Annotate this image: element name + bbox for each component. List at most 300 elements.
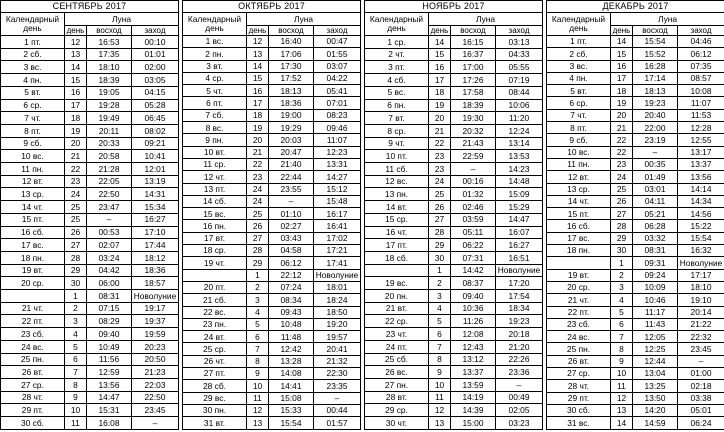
moonrise-cell: 02:07: [87, 239, 132, 252]
moonrise-cell: 19:29: [269, 122, 314, 134]
moonrise-cell: 17:35: [87, 48, 132, 61]
lunar-day-cell: 15: [247, 72, 269, 84]
moonrise-cell: 05:21: [633, 208, 678, 220]
calendar-date-cell: 18 пн.: [1, 251, 65, 264]
moonrise-cell: –: [269, 195, 314, 207]
calendar-date-cell: 28 сб.: [183, 380, 247, 392]
moonset-cell: 07:19: [496, 74, 543, 87]
lunar-day-cell: 2: [247, 281, 269, 293]
calendar-date-cell: 23 сб.: [1, 328, 65, 341]
lunar-day-cell: 18: [611, 85, 633, 97]
table-row: [183, 355, 361, 367]
lunar-day-cell: 17: [247, 97, 269, 109]
month-panel-november: [364, 0, 542, 432]
lunar-day-cell: 18: [429, 86, 451, 99]
calendar-date-cell: 21 вт.: [365, 302, 429, 315]
moonrise-cell: 07:31: [451, 251, 496, 264]
lunar-day-cell: 23: [247, 171, 269, 183]
table-row: [547, 257, 724, 269]
lunar-day-cell: 29: [429, 239, 451, 252]
lunar-day-cell: 21: [429, 124, 451, 137]
table-row: [547, 85, 724, 97]
moonset-cell: 16:41: [314, 220, 361, 232]
lunar-day-cell: 7: [429, 340, 451, 353]
calendar-date-cell: 9 сб.: [1, 137, 65, 150]
lunar-day-cell: 12: [247, 36, 269, 48]
table-row: [365, 302, 543, 315]
moonrise-cell: 20:11: [87, 124, 132, 137]
lunar-day-cell: 22: [65, 163, 87, 176]
moonset-cell: 17:10: [132, 226, 179, 239]
moonrise-cell: 02:27: [269, 220, 314, 232]
moonset-cell: 11:07: [314, 134, 361, 146]
table-row: [183, 183, 361, 195]
lunar-day-cell: 7: [65, 366, 87, 379]
table-row: [183, 171, 361, 183]
calendar-date-cell: 20 ср.: [1, 277, 65, 290]
moonset-cell: 18:12: [132, 251, 179, 264]
lunar-day-cell: 13: [611, 404, 633, 416]
lunar-day-cell: 8: [429, 353, 451, 366]
calendar-date-cell: 28 вт.: [365, 391, 429, 404]
lunar-day-cell: 6: [65, 353, 87, 366]
moonrise-cell: 11:43: [633, 318, 678, 330]
moonrise-cell: 21:28: [87, 163, 132, 176]
moon-table: [182, 0, 361, 430]
lunar-day-cell: 10: [65, 404, 87, 417]
moonset-cell: 01:55: [314, 48, 361, 60]
lunar-day-cell: 6: [611, 318, 633, 330]
moonset-cell: 16:27: [132, 213, 179, 226]
table-row: [1, 417, 179, 430]
table-row: [1, 124, 179, 137]
calendar-date-cell: 4 пн.: [547, 72, 611, 84]
moonrise-cell: 01:49: [633, 171, 678, 183]
moonset-cell: 21:32: [314, 355, 361, 367]
moonset-cell: 14:31: [132, 188, 179, 201]
table-row: [547, 294, 724, 306]
lunar-day-cell: 16: [247, 85, 269, 97]
calendar-date-cell: 11 пн.: [1, 163, 65, 176]
moonrise-cell: 15:52: [633, 48, 678, 60]
calendar-date-cell: 14 чт.: [547, 195, 611, 207]
moonset-cell: 13:19: [132, 175, 179, 188]
moonset-cell: 20:14: [678, 306, 724, 318]
lunar-day-cell: 21: [611, 122, 633, 134]
moonrise-cell: 12:25: [633, 343, 678, 355]
calendar-date-cell: 13 ср.: [1, 188, 65, 201]
lunar-day-cell: 1: [611, 257, 633, 269]
table-row: [183, 134, 361, 146]
moonset-cell: 13:56: [678, 171, 724, 183]
lunar-day-cell: 23: [65, 175, 87, 188]
calendar-date-cell: 10 вс.: [547, 146, 611, 158]
moonrise-cell: 12:44: [633, 355, 678, 367]
table-row: [547, 269, 724, 281]
calendar-date-cell: 11 ср.: [183, 158, 247, 170]
calendar-date-cell: 7 чт.: [547, 109, 611, 121]
lunar-day-cell: 9: [429, 366, 451, 379]
moonrise-cell: 16:28: [633, 60, 678, 72]
calendar-date-cell: 27 пн.: [365, 378, 429, 391]
lunar-day-cell: 30: [429, 251, 451, 264]
moonrise-cell: 15:54: [633, 36, 678, 48]
lunar-day-cell: 29: [611, 232, 633, 244]
calendar-date-cell: 6 пт.: [183, 97, 247, 109]
moonset-cell: 04:33: [496, 48, 543, 61]
moonrise-cell: 18:39: [451, 99, 496, 112]
moon-header: Луна: [429, 13, 543, 26]
calendar-date-cell: 12 чт.: [183, 171, 247, 183]
moonrise-cell: 13:12: [451, 353, 496, 366]
calendar-date-cell: 26 вт.: [1, 366, 65, 379]
table-row: [183, 232, 361, 244]
moonset-cell: 15:09: [496, 188, 543, 201]
moonrise-cell: 22:05: [87, 175, 132, 188]
moonset-cell: 06:24: [678, 417, 724, 429]
moonset-header: заход: [132, 26, 179, 36]
table-row: [547, 171, 724, 183]
moonset-cell: 06:12: [678, 48, 724, 60]
table-row: [1, 277, 179, 290]
moonrise-cell: 19:49: [87, 112, 132, 125]
moonrise-cell: 11:17: [633, 306, 678, 318]
moonset-cell: 12:28: [678, 122, 724, 134]
moonset-header: заход: [496, 26, 543, 36]
moonrise-cell: 20:58: [87, 150, 132, 163]
moonrise-cell: 06:22: [451, 239, 496, 252]
moonrise-cell: 08:29: [87, 315, 132, 328]
moonrise-cell: 01:10: [269, 208, 314, 220]
table-row: [365, 137, 543, 150]
moonrise-cell: 05:11: [451, 226, 496, 239]
calendar-date-cell: 29 вс.: [183, 392, 247, 404]
lunar-day-cell: 9: [247, 368, 269, 380]
lunar-day-cell: 12: [247, 404, 269, 416]
calendar-date-cell: 17 вс.: [1, 239, 65, 252]
moonrise-cell: 13:25: [633, 380, 678, 392]
calendar-date-cell: 22 пт.: [1, 315, 65, 328]
moonrise-cell: 17:00: [451, 61, 496, 74]
moonrise-cell: 14:08: [269, 368, 314, 380]
calendar-date-cell: 2 сб.: [1, 48, 65, 61]
moonrise-cell: 12:05: [633, 331, 678, 343]
calendar-date-cell: 13 ср.: [547, 183, 611, 195]
lunar-day-cell: 2: [65, 302, 87, 315]
moonset-cell: 19:59: [132, 328, 179, 341]
table-row: [1, 315, 179, 328]
lunar-day-cell: 26: [65, 226, 87, 239]
moonrise-cell: 17:52: [269, 72, 314, 84]
calendar-date-cell: 10 вт.: [183, 146, 247, 158]
lunar-day-cell: 25: [65, 213, 87, 226]
moonset-cell: 19:57: [314, 331, 361, 343]
calendar-day-header: Календарный день: [547, 13, 611, 36]
moonrise-cell: 20:03: [269, 134, 314, 146]
table-row: [1, 353, 179, 366]
lunar-day-cell: 20: [429, 112, 451, 125]
table-row: [547, 97, 724, 109]
moonset-cell: 18:36: [132, 264, 179, 277]
table-row: [547, 134, 724, 146]
lunar-day-cell: 8: [247, 355, 269, 367]
calendar-date-cell: 21 чт.: [547, 294, 611, 306]
table-row: [183, 343, 361, 355]
moonrise-cell: 14:41: [269, 380, 314, 392]
calendar-date-cell: 13 пт.: [183, 183, 247, 195]
moonrise-cell: 19:28: [87, 99, 132, 112]
table-row: [183, 392, 361, 404]
lunar-day-cell: 3: [611, 281, 633, 293]
calendar-date-cell: 11 пн.: [547, 158, 611, 170]
lunar-day-cell: 19: [65, 124, 87, 137]
moonrise-cell: 13:04: [633, 368, 678, 380]
month-panel-december: [546, 0, 724, 432]
table-row: [183, 220, 361, 232]
table-row: [183, 122, 361, 134]
calendar-date-cell: 21 сб.: [183, 294, 247, 306]
lunar-day-cell: 15: [611, 48, 633, 60]
lunar-day-cell: 20: [611, 109, 633, 121]
moonset-cell: 11:20: [496, 112, 543, 125]
moonrise-cell: 22:12: [269, 269, 314, 281]
moonset-cell: 02:05: [496, 404, 543, 417]
calendar-date-cell: 27 ср.: [547, 368, 611, 380]
moonrise-cell: 17:26: [451, 74, 496, 87]
table-row: [547, 60, 724, 72]
calendar-date-cell: 4 сб.: [365, 74, 429, 87]
moonrise-cell: 02:46: [451, 201, 496, 214]
table-row: [365, 290, 543, 303]
moonrise-cell: 18:39: [87, 74, 132, 87]
table-row: [365, 150, 543, 163]
moonrise-cell: 09:40: [451, 290, 496, 303]
moonrise-cell: 22:50: [87, 188, 132, 201]
moonset-cell: 20:41: [314, 343, 361, 355]
lunar-day-cell: 20: [247, 134, 269, 146]
moonset-cell: 10:41: [132, 150, 179, 163]
moonset-cell: 14:14: [678, 183, 724, 195]
calendar-date-cell: 18 ср.: [183, 245, 247, 257]
table-row: [547, 195, 724, 207]
lunar-day-cell: 3: [65, 315, 87, 328]
table-row: [1, 99, 179, 112]
lunar-day-cell: 24: [247, 183, 269, 195]
table-row: [547, 220, 724, 232]
lunar-day-cell: 29: [247, 257, 269, 269]
moonrise-cell: 16:40: [269, 36, 314, 48]
moonset-cell: 14:34: [678, 195, 724, 207]
calendar-date-cell: 5 вс.: [365, 86, 429, 99]
calendar-date-cell: 1 ср.: [365, 36, 429, 49]
calendar-date-cell: 6 ср.: [1, 99, 65, 112]
moonrise-cell: 09:43: [269, 306, 314, 318]
table-row: [547, 158, 724, 170]
moonrise-cell: 10:49: [87, 340, 132, 353]
table-row: [365, 417, 543, 430]
lunar-day-header: день: [65, 26, 87, 36]
calendar-date-cell: 18 пн.: [547, 245, 611, 257]
moonrise-cell: 20:32: [451, 124, 496, 137]
calendar-day-header: Календарный день: [365, 13, 429, 36]
moonrise-cell: 14:42: [451, 264, 496, 277]
moonset-cell: 03:13: [496, 36, 543, 49]
table-row: [1, 112, 179, 125]
moonrise-cell: 08:37: [451, 277, 496, 290]
table-row: [365, 61, 543, 74]
moonset-cell: 08:23: [314, 109, 361, 121]
lunar-day-cell: 24: [611, 171, 633, 183]
table-row: [365, 112, 543, 125]
table-row: [365, 366, 543, 379]
lunar-day-cell: 9: [65, 391, 87, 404]
table-row: [183, 48, 361, 60]
calendar-date-cell: 27 пт.: [183, 368, 247, 380]
moonset-cell: Новолуние: [132, 290, 179, 303]
table-row: [1, 328, 179, 341]
calendar-date-cell: 7 вт.: [365, 112, 429, 125]
moonrise-cell: 12:59: [87, 366, 132, 379]
moonrise-cell: 15:33: [269, 404, 314, 416]
table-row: [1, 86, 179, 99]
moonrise-cell: 03:43: [269, 232, 314, 244]
calendar-date-cell: 30 пн.: [183, 404, 247, 416]
lunar-day-cell: 18: [247, 109, 269, 121]
moonset-cell: 22:32: [678, 331, 724, 343]
table-row: [1, 391, 179, 404]
moonrise-cell: 14:47: [87, 391, 132, 404]
calendar-date-cell: [547, 257, 611, 269]
lunar-day-cell: 20: [65, 137, 87, 150]
lunar-day-cell: 2: [429, 277, 451, 290]
moonset-cell: 08:57: [678, 72, 724, 84]
moonset-cell: 19:10: [678, 294, 724, 306]
lunar-day-cell: 23: [429, 163, 451, 176]
month-panel-october: [182, 0, 360, 432]
moonrise-cell: 22:44: [269, 171, 314, 183]
calendar-date-cell: 3 вс.: [1, 61, 65, 74]
table-row: [183, 85, 361, 97]
table-row: [1, 366, 179, 379]
moonrise-cell: 23:19: [633, 134, 678, 146]
calendar-date-cell: 6 ср.: [547, 97, 611, 109]
lunar-day-cell: 27: [247, 232, 269, 244]
moonset-cell: 09:46: [314, 122, 361, 134]
moonset-cell: 11:53: [678, 109, 724, 121]
lunar-day-cell: 22: [611, 134, 633, 146]
table-row: [1, 290, 179, 303]
calendar-date-cell: 10 вс.: [1, 150, 65, 163]
lunar-day-cell: 15: [429, 48, 451, 61]
moonrise-cell: 01:32: [451, 188, 496, 201]
lunar-day-cell: 28: [65, 251, 87, 264]
moonset-cell: 19:17: [132, 302, 179, 315]
calendar-date-cell: [183, 269, 247, 281]
moonset-cell: Новолуние: [314, 269, 361, 281]
lunar-day-cell: 28: [611, 220, 633, 232]
moonset-cell: 14:47: [496, 213, 543, 226]
lunar-day-cell: 14: [611, 417, 633, 429]
moonrise-cell: –: [633, 146, 678, 158]
calendar-date-cell: 24 пт.: [365, 340, 429, 353]
moonset-cell: 14:27: [314, 171, 361, 183]
lunar-day-cell: 30: [65, 277, 87, 290]
moonrise-cell: 00:35: [633, 158, 678, 170]
moon-table: [546, 0, 724, 430]
moonset-cell: 18:50: [314, 306, 361, 318]
table-row: [183, 368, 361, 380]
moonset-cell: 00:44: [314, 404, 361, 416]
lunar-day-cell: 12: [611, 392, 633, 404]
calendar-date-cell: 16 сб.: [547, 220, 611, 232]
moonrise-cell: 09:40: [87, 328, 132, 341]
moonrise-cell: 17:58: [451, 86, 496, 99]
table-row: [365, 315, 543, 328]
table-row: [183, 281, 361, 293]
moonrise-header: восход: [451, 26, 496, 36]
lunar-day-cell: 21: [247, 146, 269, 158]
lunar-day-cell: 6: [247, 331, 269, 343]
calendar-date-cell: 12 вт.: [1, 175, 65, 188]
moonrise-cell: 16:37: [451, 48, 496, 61]
lunar-day-cell: 30: [611, 245, 633, 257]
table-row: [1, 213, 179, 226]
calendar-date-cell: 9 чт.: [365, 137, 429, 150]
moonset-cell: 23:45: [678, 343, 724, 355]
lunar-day-cell: 4: [247, 306, 269, 318]
moonset-cell: 17:54: [496, 290, 543, 303]
calendar-date-cell: [365, 264, 429, 277]
table-row: [1, 74, 179, 87]
table-row: [547, 368, 724, 380]
lunar-day-cell: 25: [611, 183, 633, 195]
moonset-cell: –: [496, 378, 543, 391]
moonset-cell: –: [314, 392, 361, 404]
table-row: [1, 163, 179, 176]
moonset-cell: 23:45: [132, 404, 179, 417]
lunar-day-cell: 28: [247, 245, 269, 257]
moonset-cell: 12:23: [314, 146, 361, 158]
moonset-cell: 17:41: [314, 257, 361, 269]
lunar-day-cell: 25: [429, 188, 451, 201]
moonset-cell: 01:57: [314, 417, 361, 429]
moonset-cell: 16:07: [496, 226, 543, 239]
moonset-cell: 20:18: [496, 328, 543, 341]
lunar-day-cell: 9: [611, 355, 633, 367]
calendar-date-cell: 21 чт.: [1, 302, 65, 315]
moonrise-cell: 13:50: [633, 392, 678, 404]
table-row: [547, 36, 724, 48]
calendar-date-cell: 14 сб.: [183, 195, 247, 207]
calendar-date-cell: 28 чт.: [1, 391, 65, 404]
moonset-cell: 04:22: [314, 72, 361, 84]
moonrise-cell: 12:08: [451, 328, 496, 341]
moonset-cell: 01:01: [132, 48, 179, 61]
calendar-date-cell: 22 пт.: [547, 306, 611, 318]
moonset-cell: 03:38: [678, 392, 724, 404]
calendar-date-cell: 23 сб.: [547, 318, 611, 330]
moonrise-cell: 20:47: [269, 146, 314, 158]
calendar-date-cell: 16 пн.: [183, 220, 247, 232]
moonrise-cell: 11:56: [87, 353, 132, 366]
moonrise-cell: 21:43: [451, 137, 496, 150]
moonrise-cell: 08:31: [87, 290, 132, 303]
moonset-cell: 14:56: [678, 208, 724, 220]
table-row: [547, 48, 724, 60]
moon-table: [0, 0, 179, 430]
month-title: СЕНТЯБРЬ 2017: [1, 1, 179, 13]
moonset-cell: 05:01: [678, 404, 724, 416]
